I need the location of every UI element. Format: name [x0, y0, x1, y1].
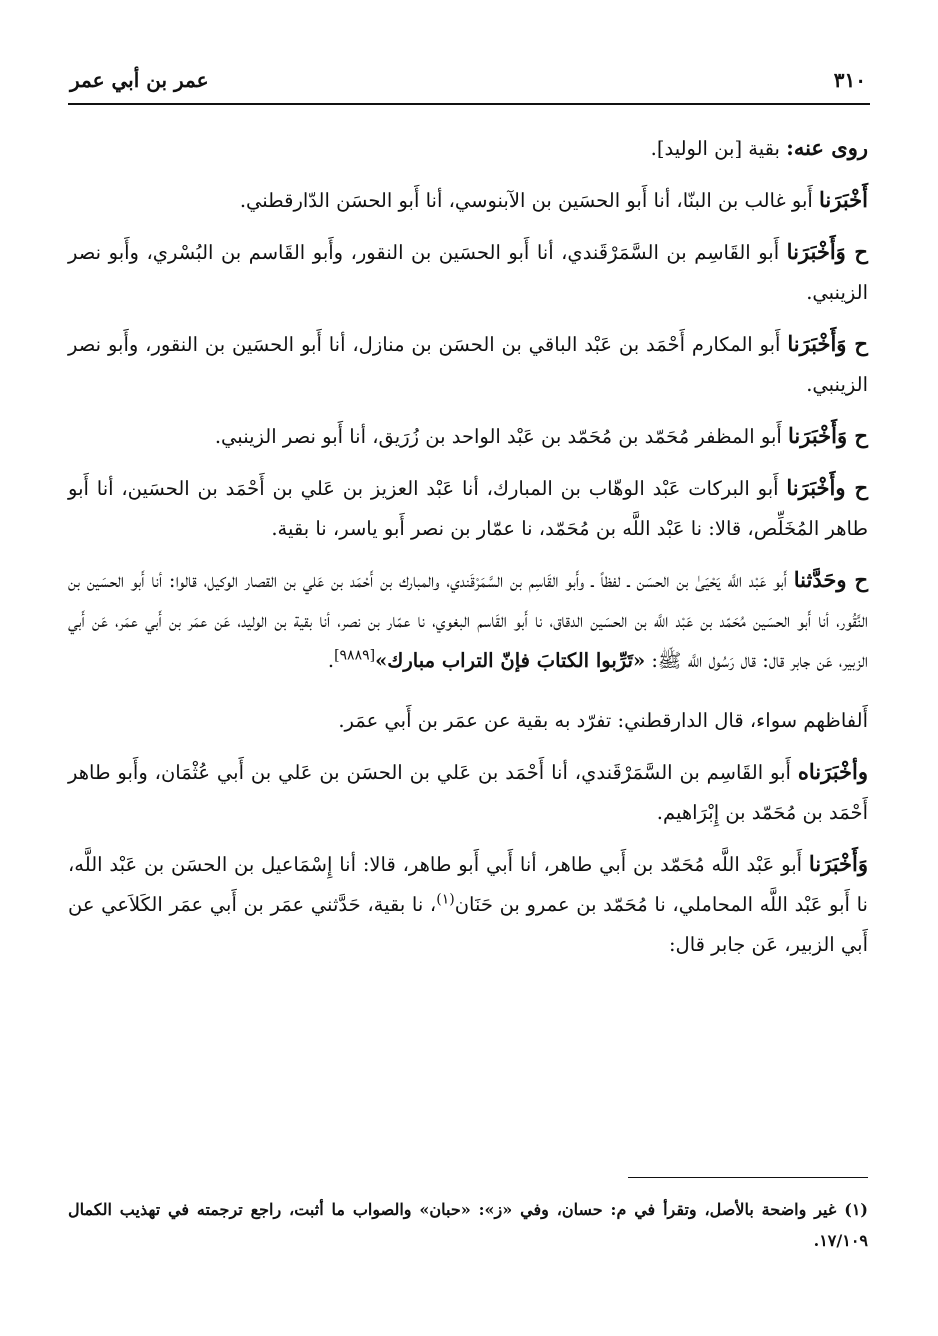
paragraph-text: أَبو عَبْد اللَّه يَحْيَىٰ بن الحسَن ـ لفظاً ـ وأَبو القَاسِم بن السَّمَرْقَندي، والمبارك بن أَحْمَد بن عَلي بن القصار الوكيل، قالوا: أنا أَبو الحسَين بن النَّقُور، أنا أَبو الحسَين مُحَمّد بن عَبْد اللَّه بن الحسَين الدقاق، نا أَبو القَاسم البغوي، نا عمّار بن نصر، أنا بقية بن الوليد، عَن عمَر بن أَبي عمَر، عَن أَبي الزبير، عَن جابر قال: قال رَسُول اللَّه ﷺ:	[68, 569, 868, 672]
paragraph-text: بقية [بن الوليد].	[650, 137, 787, 160]
paragraph-text: أَبو القَاسِم بن السَّمَرْقَندي، أنا أَبو الحسَين بن النقور، وأَبو القَاسم بن البُسْري، وأَبو نصر الزينبي.	[68, 241, 868, 304]
paragraph-lead: ح وَأَخْبَرَنا	[787, 331, 868, 356]
hadith-number: [٩٨٨٩]	[334, 647, 376, 664]
paragraph-isnad-5	[68, 468, 868, 549]
paragraph-lead: وأخْبَرَناه	[797, 759, 868, 784]
paragraph-lead: ح وَأَخْبَرَنا	[788, 423, 868, 448]
paragraph-tail: .	[327, 649, 335, 672]
paragraph-isnad-3	[68, 324, 868, 405]
paragraph-lead: وَأَخْبَرَنا	[808, 851, 868, 876]
paragraph-text: أَلفاظهم سواء، قال الدارقطني: تفرّد به بقية عن عمَر بن أَبي عمَر.	[338, 709, 868, 732]
paragraph-hadith	[68, 560, 868, 681]
paragraph-text: أَبو البركات عَبْد الوهّاب بن المبارك، أنا عَبْد العزيز بن عَلي بن أَحْمَد بن الحسَين، أنا أَبو طاهر المُخَلِّص، قالا: نا عَبْد اللَّه بن مُحَمّد، نا عمّار بن نصر أَبو ياسر، نا بقية.	[68, 477, 868, 540]
paragraph-lead: ح وَأَخْبَرَنا	[786, 239, 868, 264]
header-rule	[68, 103, 870, 105]
paragraph-isnad-1	[68, 180, 868, 221]
paragraph-tail: ، نا بقية، حَدَّثني عمَر بن أَبي عمَر الكَلاَعي عن أَبي الزبير، عَن جابر قال:	[68, 893, 868, 956]
paragraph-lead: ح وأَخْبَرَنا	[786, 475, 868, 500]
paragraph-isnad-2	[68, 232, 868, 313]
footnote-reference[interactable]: (١)	[436, 891, 455, 908]
footnote-text: غير واضحة بالأصل، وتقرأ في م: حسان، وفي «ز»: «حبان» والصواب ما أثبت، راجع ترجمته في تهذيب الكمال ١٧/١٠٩.	[68, 1200, 868, 1250]
paragraph-text: أَبو عَبْد اللَّه مُحَمّد بن أَبي طاهر، أنا أَبي أَبو طاهر، قالا: أنا إِسْمَاعيل بن الحسَن بن عَبْد اللَّه، نا أَبو عَبْد اللَّه المحاملي، نا مُحَمّد بن عمرو بن حَنَان	[68, 853, 868, 916]
running-title: عمر بن أبي عمر	[70, 68, 209, 92]
paragraph-remark	[68, 701, 868, 741]
footnote	[68, 1194, 868, 1256]
paragraph-lead: أَخْبَرَنا	[819, 187, 868, 212]
footnotes	[68, 1194, 868, 1256]
paragraph-lead: ح وحَدَّثنا	[793, 567, 869, 592]
paragraph-isnad-4	[68, 416, 868, 457]
body-text	[68, 128, 868, 976]
paragraph-isnad-6	[68, 752, 868, 833]
footnote-number: (١)	[844, 1200, 868, 1219]
running-header	[70, 62, 866, 98]
paragraph-narrators	[68, 128, 868, 169]
paragraph-text: أَبو المكارم أَحْمَد بن عَبْد الباقي بن الحسَن بن منازل، أنا أَبو الحسَين بن النقور، وأَبو نصر الزينبي.	[68, 333, 868, 396]
paragraph-text: أَبو المظفر مُحَمّد بن مُحَمّد بن عَبْد الواحد بن زُرَيق، أنا أَبو نصر الزينبي.	[214, 425, 788, 448]
page-number: ٣١٠	[833, 68, 866, 92]
paragraph-lead: روى عنه:	[786, 135, 868, 160]
hadith-quote: «تَرِّبوا الكتابَ فإنّ التراب مبارك»	[375, 649, 646, 672]
footnote-rule	[628, 1177, 868, 1178]
paragraph-isnad-7	[68, 844, 868, 965]
paragraph-text: أَبو غالب بن البنّا، أنا أَبو الحسَين بن الآبنوسي، أنا أَبو الحسَن الدّارقطني.	[239, 189, 820, 212]
paragraph-text: أَبو القَاسِم بن السَّمَرْقَندي، أنا أَحْمَد بن عَلي بن الحسَن بن عَلي بن أَبي عُثْمَان، وأَبو طاهر أَحْمَد بن مُحَمّد بن إِبْرَاهيم.	[68, 761, 868, 824]
